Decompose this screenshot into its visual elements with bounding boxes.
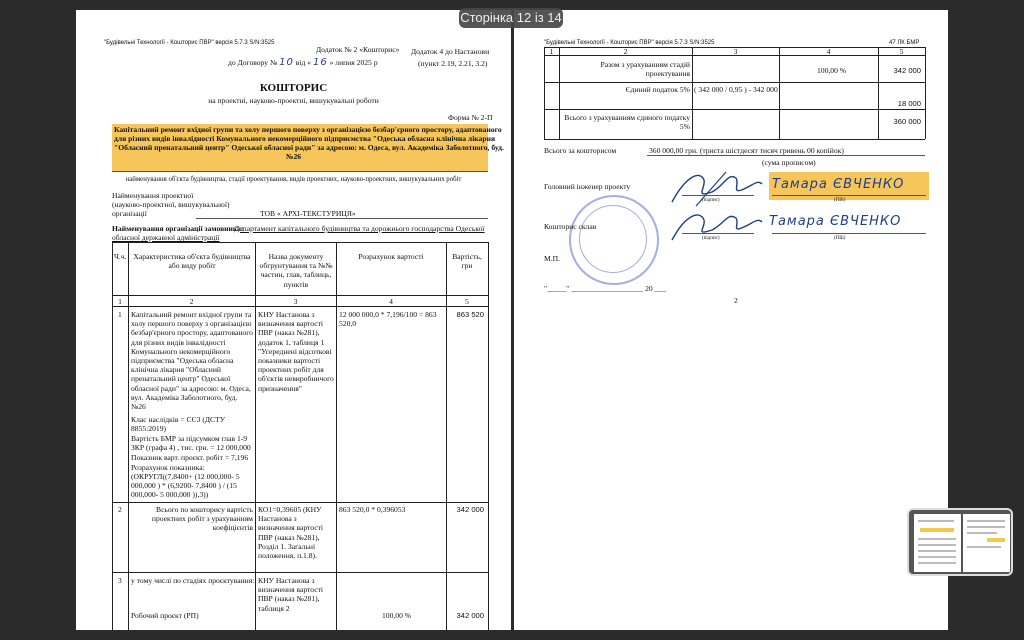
row1-calc-label: Розрахунок показника: [131,463,205,472]
th-calculation: Розрахунок вартості [358,252,424,261]
document-title: КОШТОРИС [259,82,328,94]
row1-bmr: Вартість БМР за підсумком глав 1-9 ЗКР (графа 4) , тис. грн. = 12 000,000 [131,434,251,453]
mp-label: М.П. [544,254,561,263]
row1-cost: 863 520 [456,310,484,319]
object-line-3: "Обласний пренатальний центр" Одеської обласної ради" за адресою: м. Одеса, вул. Академіка Заболотного, буд. [114,143,504,152]
row3-sub-calc: 100,00 % [382,611,412,620]
composer-label: Кошторис склав [544,222,597,231]
r-row2-label: Єдиний податок 5% [625,85,690,94]
r-row3-cost: 360 000 [893,117,921,126]
row1-calculation: 12 000 000,0 * 7,196/100 = 863 520,0 [339,310,437,329]
appendix-right: Додаток 4 до Настанови [411,47,490,56]
document-page-right [514,10,948,630]
contract-line: до Договору № 10 від « 16 » липня 2025 р [228,57,378,68]
org-label-1: Найменування проектної [112,191,194,200]
software-version-right: "Будівельні Технології - Кошторис ПВР" версія 5.7.3 S/N:3525 [544,40,715,46]
r-row1-percent: 100,00 % [817,66,847,75]
r-row2-calc: ( 342 000 / 0,95 ) - 342 000 [694,85,778,94]
th-characteristic: Характеристика об'єкта будівництва або виду робіт [133,252,251,271]
official-stamp-inner [579,205,647,273]
composer-sign-caption: (підпис) [702,236,720,241]
composer-signature [666,206,766,252]
composer-name: Тамара ЄВЧЕНКО [769,214,902,229]
row1-index: Показник варт. проєкт. робіт = 7,196 [131,453,249,462]
colnum-1: 1 [118,297,122,306]
page-thumbnail[interactable] [907,508,1013,576]
contract-number: 10 [279,57,294,68]
r-colnum-3: 3 [733,47,738,56]
th-document: Назва документу обгрунтування та №№ частин, глав, таблиць, пунктів [259,252,333,289]
row3-characteristic: у тому числі по стадіях проєктування: [131,576,255,585]
row2-characteristic: Всього по кошторису вартість проектних робіт з урахуванням коефіцієнтів [151,505,253,533]
total-value: 360 000,00 грн. (триста шістдесят тисяч гривень 00 копійок) [649,146,844,155]
row2-no: 2 [118,505,122,514]
software-version: "Будівельні Технології - Кошторис ПВР" версія 5.7.3 S/N:3525 [104,40,275,46]
r-row2-cost: 18 000 [897,99,921,108]
th-no: Ч.ч. [114,252,127,261]
contract-day: 16 [312,57,328,68]
object-caption: найменування об'єкта будівництва, стадії проектування, видів проектних, науково-проектних, вишукувальних робіт [125,176,462,183]
points-ref: (пункт 2.19, 2.21, 3.2) [418,59,488,68]
document-subtitle: на проектні, науково-проектні, вишукувальні роботи [208,96,379,105]
customer-value-1: Департамент капітального будівництва та дорожнього господарства Одеської [234,224,485,233]
row1-no: 1 [118,310,122,319]
total-label: Всього за кошторисом [544,146,617,155]
colnum-2: 2 [189,297,194,306]
org-label-3: організації [112,209,147,218]
composer-pib-caption: (ПІБ) [834,236,846,241]
thumbnail-right-page[interactable] [963,514,1010,572]
page-indicator: Сторінка 12 із 14 [459,8,563,28]
r-colnum-4: 4 [826,47,831,56]
date-line: "_____" ___________________ 20 ___ [544,284,667,293]
thumbnail-left-page[interactable] [914,514,961,572]
r-row3-label: Всього з урахуванням єдиного податку 5% [564,113,690,132]
total-caption: (сума прописом) [762,158,816,167]
appendix-title: Додаток № 2 «Кошторис» [316,45,400,54]
row3-document: КНУ Настанова з визначення вартості ПВР (наказ №281), таблиця 2 [258,576,324,613]
chief-name: Тамара ЄВЧЕНКО [772,177,905,192]
row1-formula: (ОКРУГЛ((7,8400+ (12 000,000- 5 000,000 ) * (6,9200- 7,8400 ) / (15 000,000- 5 000,000 )),3)) [131,472,240,500]
row2-calculation: 863 520,0 * 0,396053 [339,505,406,514]
row2-cost: 342 000 [456,505,484,514]
r-colnum-1: 1 [549,47,554,56]
org-value: ТОВ « АРХІ-ТЕКСТУРИЦЯ» [260,209,356,218]
r-colnum-5: 5 [899,47,904,56]
row3-sub-cost: 342 000 [456,611,484,620]
th-cost: Вартість, грн [452,252,482,271]
r-colnum-2: 2 [623,47,628,56]
chief-sign-caption: (підпис) [702,198,720,203]
colnum-4: 4 [389,297,393,306]
r-row1-cost: 342 000 [893,66,921,75]
colnum-5: 5 [465,297,469,306]
colnum-3: 3 [293,297,298,306]
chief-label: Головний інженер проекту [544,182,631,191]
row1-class: Клас наслідків = СС3 (ДСТУ 8855:2019) [131,415,226,434]
customer-label: Найменування організації замовника: [112,224,244,233]
page-number: 2 [734,296,738,305]
object-line-2: для різних видів інвалідності Комунального некомерційного підприємства "Одеська обласна клінічна лікарня [114,134,496,143]
r-row1-label: Разом з урахуванням стадій проектування [600,60,690,79]
object-line-1: Капітальний ремонт вхідної групи та холу першого поверху з організацією безбар'єрного простору, адаптованого [114,125,502,134]
row3-sub-label: Робочий проєкт (РП) [131,611,199,620]
row1-document: КНУ Настанова з визначення вартості ПВР (наказ №281), додаток 1, таблиця 1 "Усереднені відсоткові показники вартості проектних робіт для об'єктів невиробничого призначення" [258,310,334,393]
row1-characteristic: Капітальний ремонт вхідної групи та холу першого поверху з організацією безбар'єрного простору, адаптованого для різних видів інвалідності Комунального некомерційного підприємства "Одеська обласна клінічна лікарня "Обласний пренатальний центр" Одеської обласної ради" за адресою: м. Одеса, вул. Академіка Заболотного, буд. №26 [131,310,253,412]
row3-no: 3 [118,576,122,585]
customer-value-2: обласної державної адміністрації [112,233,220,242]
header-right: 47 ЛК БМР [889,40,920,46]
row2-document: КО1=0,39605 (КНУ Настанова з визначення вартості ПВР (наказ №281), Розділ 1. Загальні положення, п.1.8). [258,505,324,561]
org-label-2: (науково-проектної, вишукувальної) [112,200,230,209]
chief-pib-caption: (ПІБ) [834,198,846,203]
object-line-4: №26 [285,152,302,161]
form-number: Форма № 2-П [448,113,493,122]
document-page-left [76,10,511,630]
